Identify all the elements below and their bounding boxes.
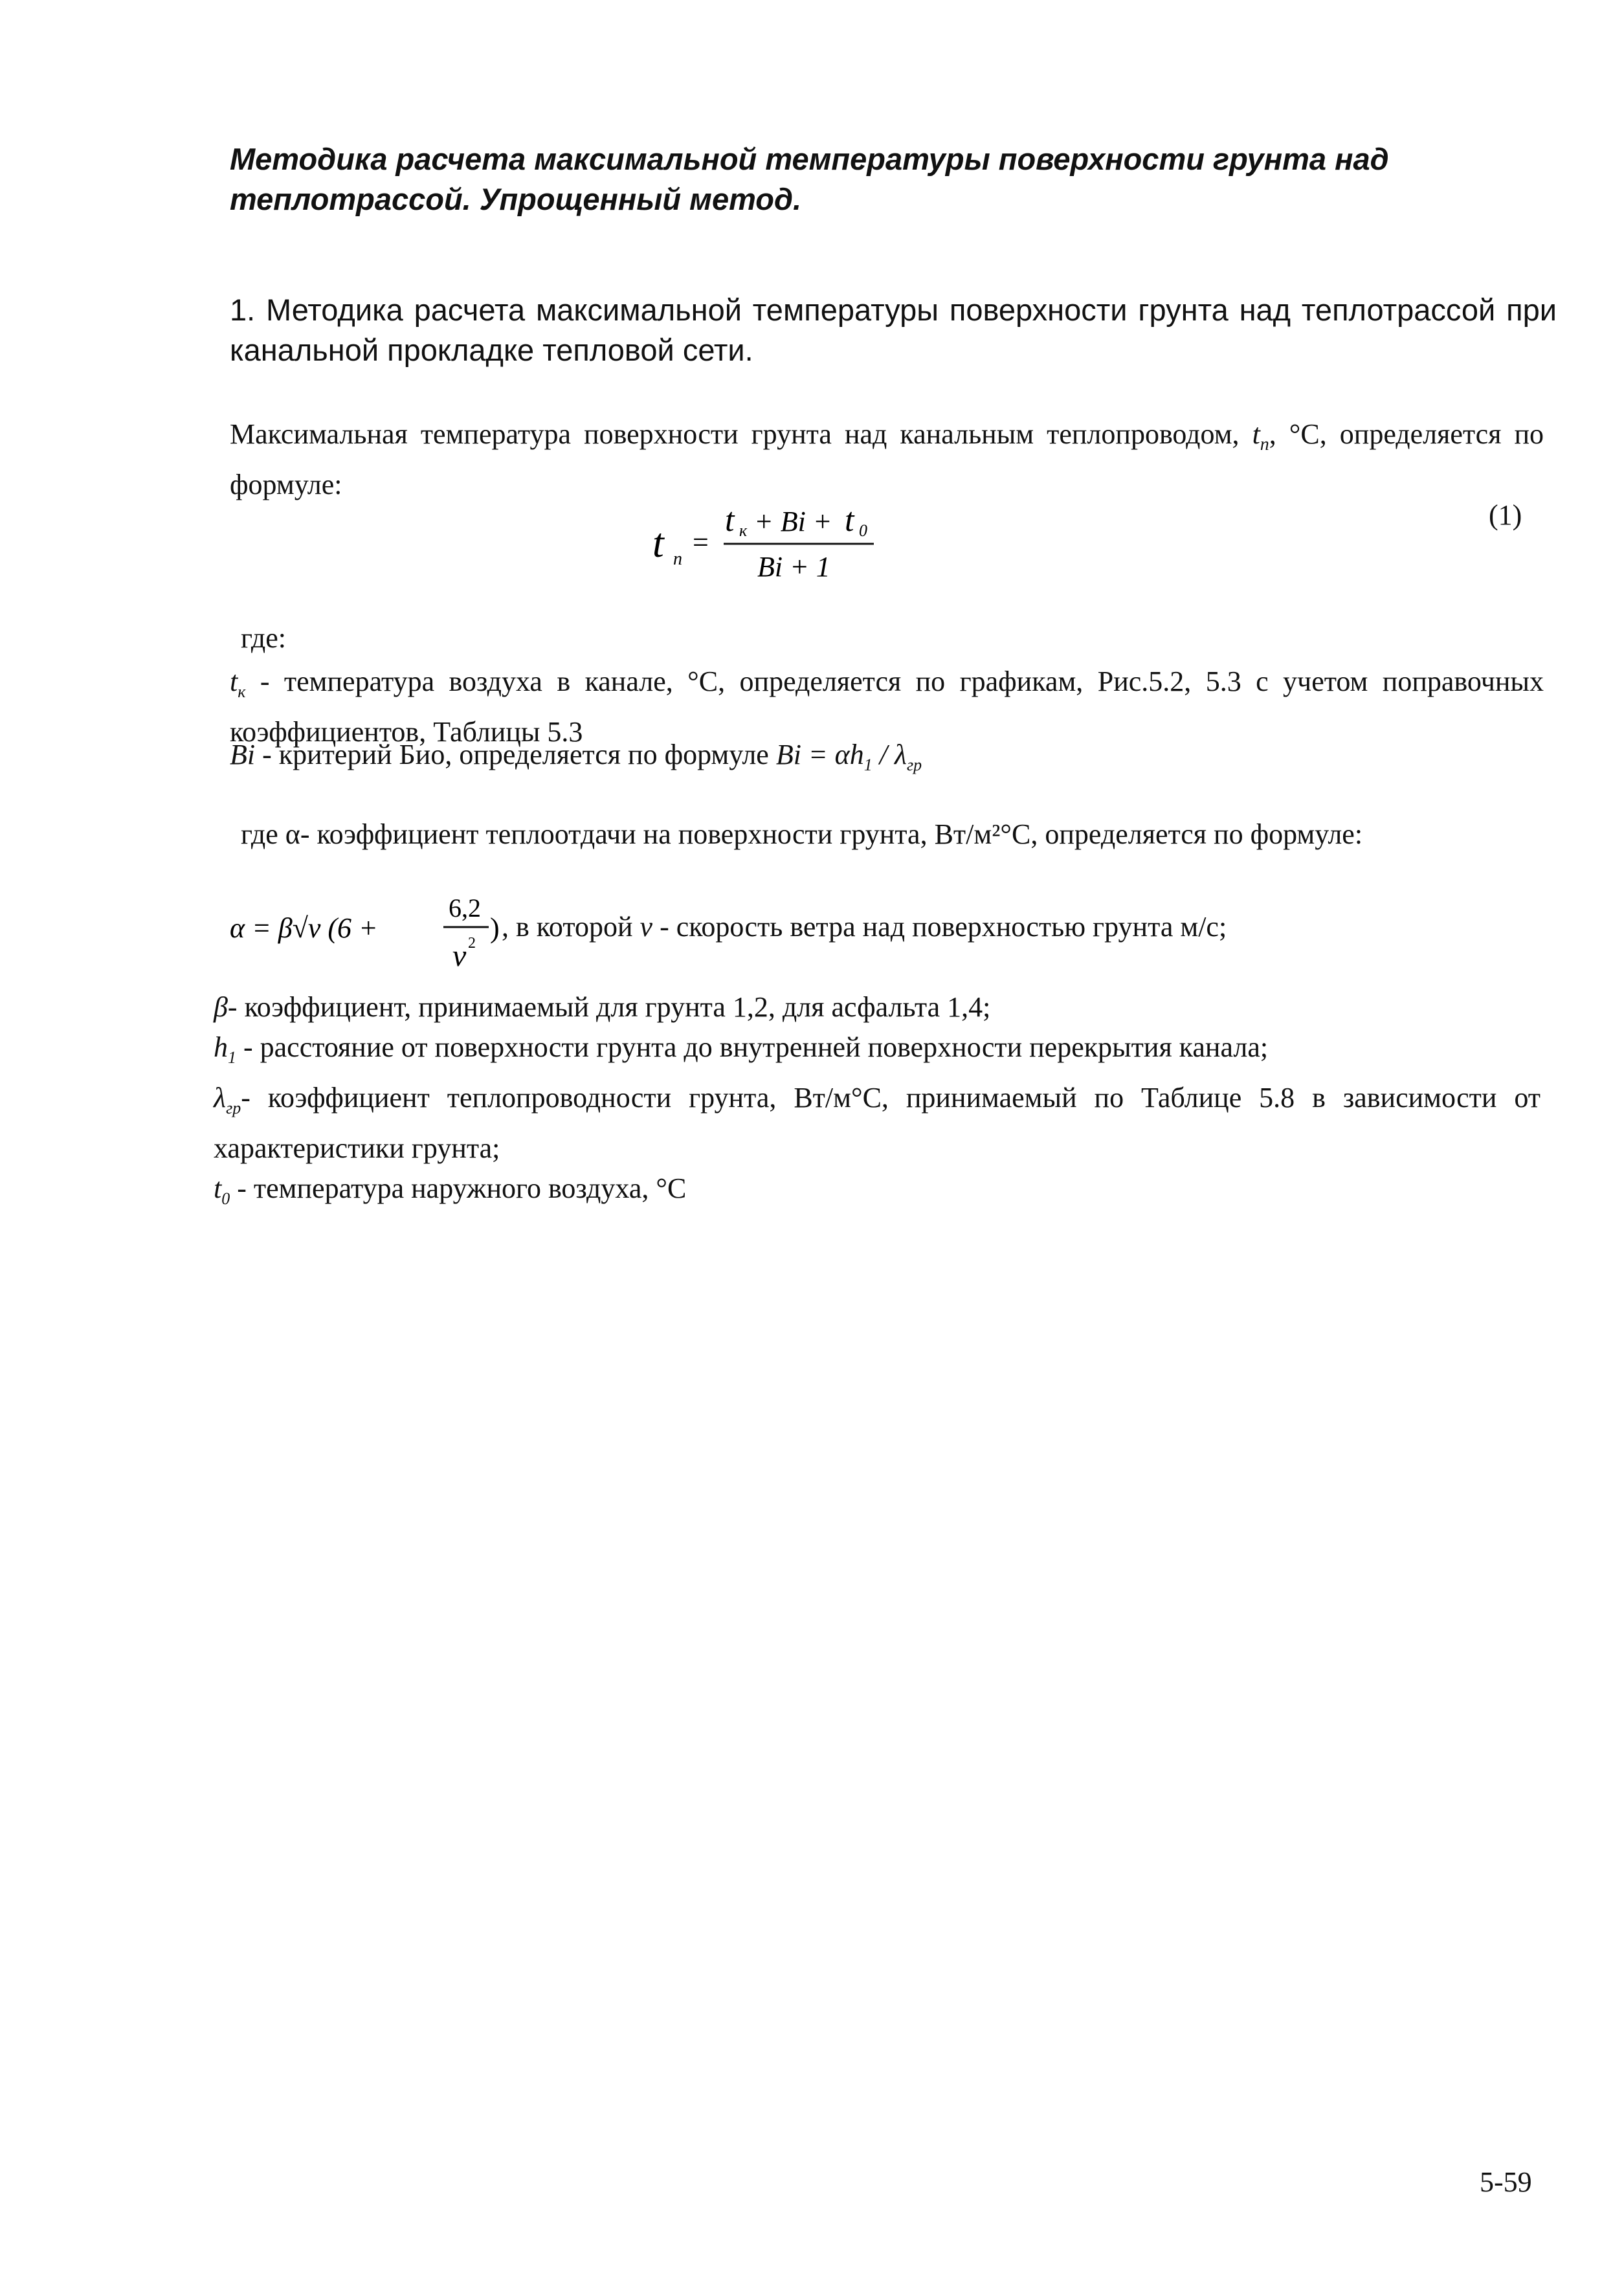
alpha-formula-line <box>230 899 1589 983</box>
alpha-den-sup: 2 <box>468 935 476 952</box>
page-number: 5-59 <box>1480 2166 1532 2198</box>
intro-text-2: , °C, определяется по формуле: <box>230 418 1544 500</box>
alpha-lhs: α = β√v (6 + <box>230 912 378 944</box>
symbol-tk: $t_к$ <box>230 666 246 701</box>
formula-num-k: к <box>739 521 748 540</box>
document-title: Методика расчета максимальной температуры поверхности грунта над теплотрассой. Упрощенный метод. <box>230 142 1389 216</box>
symbol-bi: Bi <box>230 739 256 770</box>
def-t0: $t_0$ - температура наружного воздуха, °C <box>214 1172 687 1208</box>
alpha-intro: где α- коэффициент теплоотдачи на поверхности грунта, Вт/м²°С, определяется по формуле: <box>241 818 1363 850</box>
formula-num-t: t <box>725 502 735 539</box>
definitions-list <box>214 987 1541 1218</box>
intro-text-1: Максимальная температура поверхности грунта над канальным теплопроводом, <box>230 418 1240 450</box>
formula-lhs-sub: n <box>673 549 682 569</box>
bi-formula: $Bi = \alpha h_1 / \lambda_{гр}$ <box>775 739 922 774</box>
formula-num-0: 0 <box>859 521 867 540</box>
alpha-formula <box>230 899 502 983</box>
alpha-num: 6,2 <box>449 899 481 923</box>
var-tn: $t_n$ <box>1252 418 1269 454</box>
def-beta: β- коэффициент, принимаемый для грунта 1,2, для асфальта 1,4; <box>214 991 991 1023</box>
formula-equals: = <box>693 526 709 558</box>
formula-1 <box>647 492 919 589</box>
def-tk: $t_к$ - температура воздуха в канале, °C, определяется по графикам, Рис.5.2, 5.3 с учетом поправочных коэффициентов, Таблицы 5.3 <box>230 666 1544 748</box>
alpha-den: v <box>452 939 467 973</box>
intro-paragraph <box>230 414 1544 505</box>
def-lambda: $\lambda_{гр}-$ коэффициент теплопроводности грунта, Вт/м°С, принимаемый по Таблице 5.8 в зависимости от характеристики грунта; <box>214 1081 1541 1164</box>
section-heading: 1. Методика расчета максимальной температуры поверхности грунта над теплотрассой при канальной прокладке тепловой сети. <box>230 293 1557 367</box>
where-label: где: <box>241 622 286 654</box>
def-bi: Bi - критерий Био, определяется по формуле $Bi = \alpha h_1 / \lambda_{гр}$ <box>230 739 922 774</box>
formula-lhs: t <box>652 520 664 566</box>
def-h1: $h_1$ - расстояние от поверхности грунта до внутренней поверхности перекрытия канала; <box>214 1031 1269 1067</box>
formula-number: (1) <box>1489 499 1522 531</box>
alpha-tail: , в которой v - скорость ветра над поверхностью грунта м/с; <box>502 911 1227 943</box>
formula-num-t0: t <box>845 502 854 539</box>
formula-num-mid: + Bi + <box>754 506 832 537</box>
formula-den: Bi + 1 <box>757 551 830 583</box>
alpha-close: ) <box>490 912 500 944</box>
